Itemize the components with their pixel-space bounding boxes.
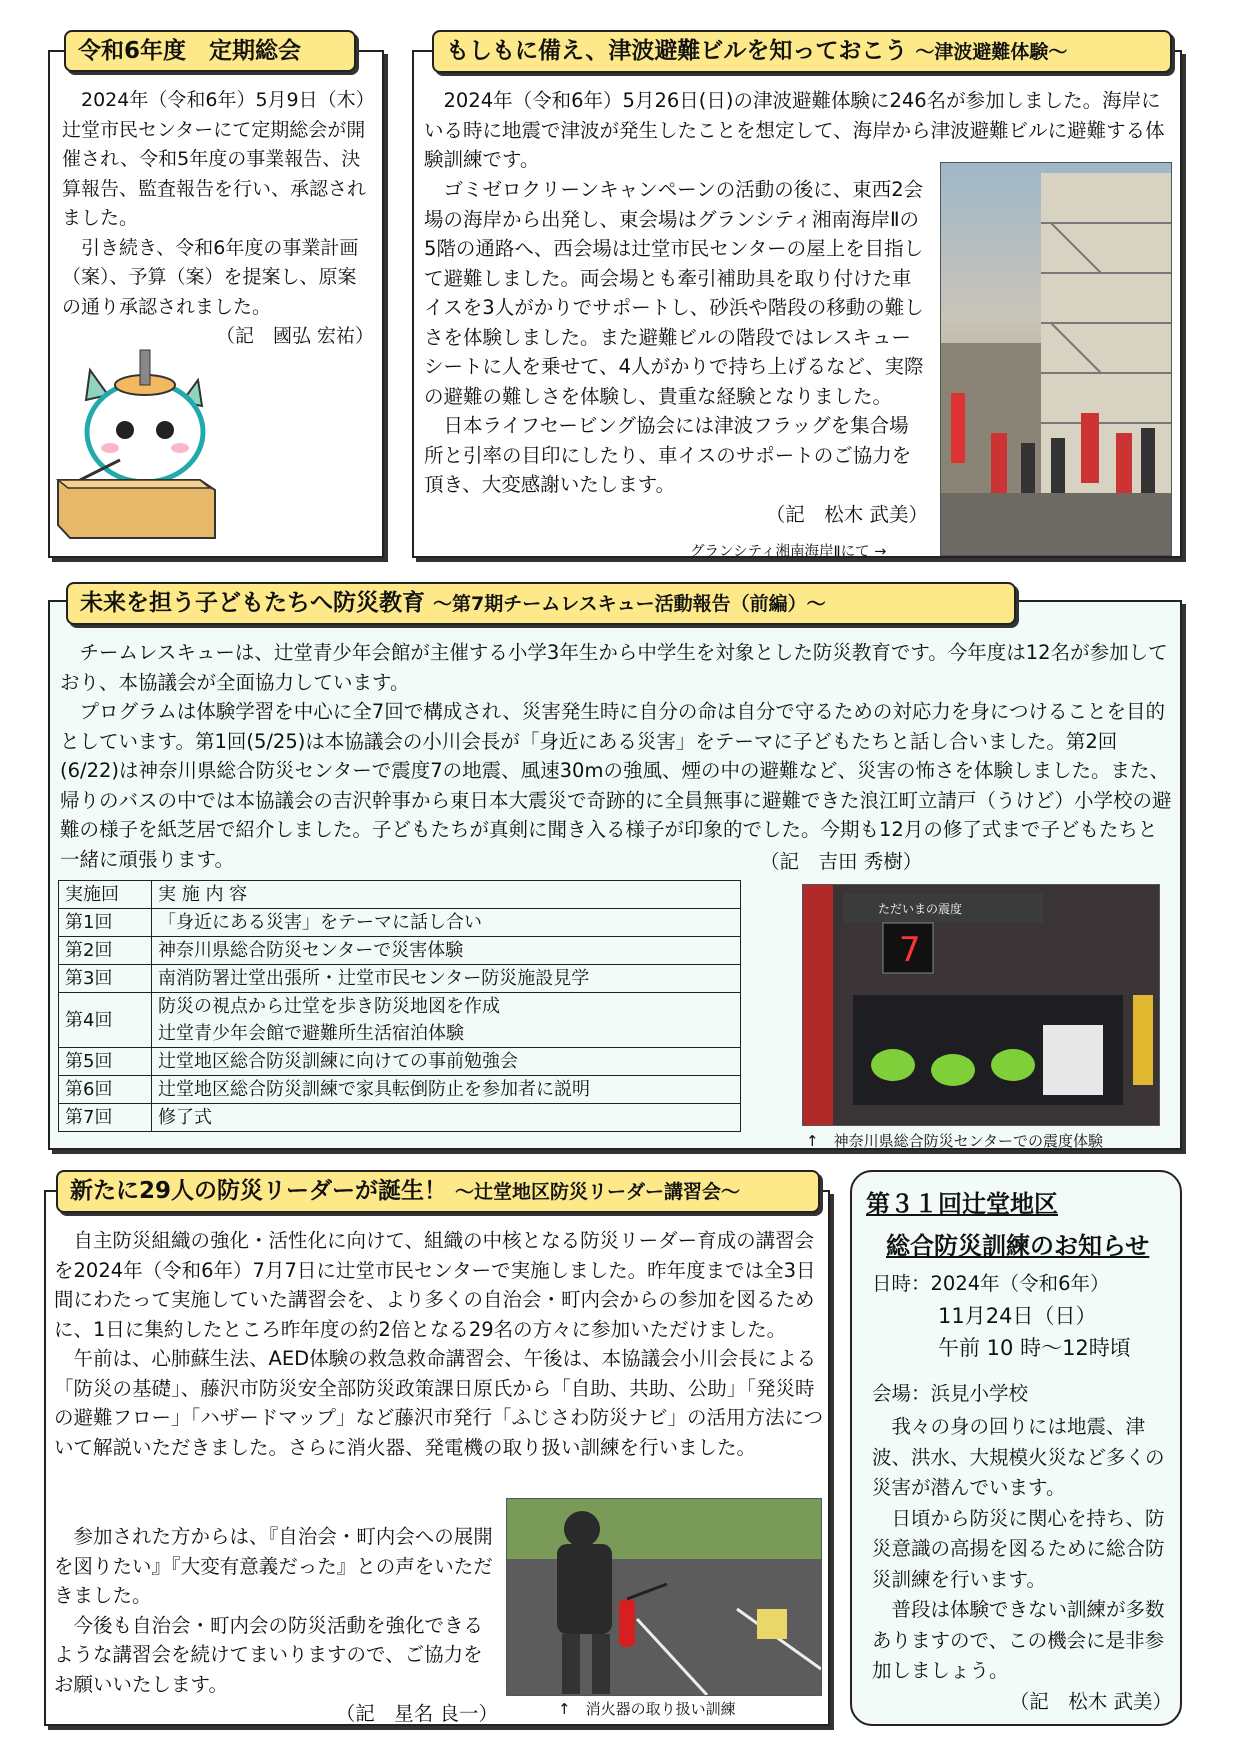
disaster-education-body bbox=[60, 638, 1174, 874]
drill-time: 午前 10 時～12時頃 bbox=[938, 1336, 1131, 1360]
disaster-leader-title bbox=[56, 1170, 820, 1213]
earthquake-simulator-photo bbox=[802, 884, 1160, 1126]
paragraph: 我々の身の回りには地震、津波、洪水、大規模火災など多くの災害が潜んでいます。 bbox=[872, 1415, 1165, 1499]
table-cell: 神奈川県総合防災センターで災害体験 bbox=[152, 937, 741, 965]
table-header-row bbox=[59, 881, 741, 909]
header-cell: 実 施 内 容 bbox=[152, 881, 741, 909]
paragraph: 今後も自治会・町内会の防災活動を強化できるような講習会を続けてまいりますので、ご協力をお願いいたします。 bbox=[54, 1613, 484, 1696]
title-sub: ～津波避難体験～ bbox=[915, 41, 1068, 63]
building-photo-drawing bbox=[941, 163, 1171, 555]
author-sign: （記 松木 武美） bbox=[1009, 1689, 1172, 1713]
table-cell: 第1回 bbox=[59, 909, 152, 937]
table-cell: 南消防署辻堂出張所・辻堂市民センター防災施設見学 bbox=[152, 965, 741, 993]
table-cell: 第4回 bbox=[59, 993, 152, 1048]
disaster-leader-closing bbox=[54, 1522, 498, 1729]
table-cell: 辻堂地区総合防災訓練で家具転倒防止を参加者に説明 bbox=[152, 1076, 741, 1104]
table-row bbox=[59, 965, 741, 993]
table-cell: 第7回 bbox=[59, 1104, 152, 1132]
paragraph: 午前は、心肺蘇生法、AED体験の救急救命講習会、午後は、本協議会小川会長による「防災の基礎」、藤沢市防災安全部防災政策課日原氏から「自助、共助、公助」「発災時の避難フロー」「ハザードマップ」など藤沢市発行「ふじさわ防災ナビ」の活用方法について解説いただきました。さらに消火器、発電機の取り扱い訓練を行いました。 bbox=[54, 1347, 824, 1459]
mascot-at-podium-illustration bbox=[50, 340, 230, 540]
seismic-sign-label: ただいまの震度 bbox=[878, 902, 963, 916]
fire-extinguisher-training-photo bbox=[506, 1498, 822, 1696]
paragraph: 引き続き、令和6年度の事業計画（案）、予算（案）を提案し、原案の通り承認されました。 bbox=[62, 236, 359, 318]
simulator-photo-drawing bbox=[803, 885, 1159, 1125]
general-meeting-title: 令和6年度 定期総会 bbox=[64, 30, 356, 72]
paragraph: 普段は体験できない訓練が多数ありますので、この機会に是非参加しましょう。 bbox=[872, 1598, 1165, 1682]
table-cell bbox=[152, 993, 741, 1048]
table-cell: 第2回 bbox=[59, 937, 152, 965]
drill-venue: 会場：浜見小学校 bbox=[872, 1382, 1029, 1405]
drill-notice-title-line1: 第３１回辻堂地区 bbox=[866, 1190, 1058, 1218]
paragraph: 2024年（令和6年）5月26日(日)の津波避難体験に246名が参加しました。海岸にいる時に地震で津波が発生したことを想定して、海岸から津波避難ビルに避難する体験訓練です。 bbox=[424, 89, 1165, 171]
extinguisher-photo-caption: ↑ 消火器の取り扱い訓練 bbox=[558, 1700, 736, 1718]
disaster-leader-intro bbox=[54, 1226, 824, 1462]
table-cell: 「身近にある災害」をテーマに話し合い bbox=[152, 909, 741, 937]
seismic-intensity-value: 7 bbox=[899, 930, 921, 970]
title-main: 未来を担う子どもたちへ防災教育 bbox=[80, 590, 425, 616]
paragraph: プログラムは体験学習を中心に全7回で構成され、災害発生時に自分の命は自分で守るための対応力を身につけることを目的としています。第1回(5/25)は本協議会の小川会長が「身近にある災害」をテーマに子どもたちと話し合いました。第2回(6/22)は神奈川県総合防災センターで震度7の地震、風速30mの強風、煙の中の避難など、災害の怖さを体験しました。また、帰りのバスの中では本協議会の吉沢幹事から東日本大震災で奇跡的に全員無事に避難できた浪江町立請戸（うけど）小学校の避難の様子を紙芝居で紹介しました。子どもたちが真剣に聞き入る様子が印象的でした。今期も12月の修了式まで子どもたちと一緒に頑張ります。 bbox=[60, 700, 1172, 871]
paragraph: 日本ライフセービング協会には津波フラッグを集合場所と引率の目印にしたり、車イスのサポートのご協力を頂き、大変感謝いたします。 bbox=[424, 414, 912, 496]
table-row bbox=[59, 993, 741, 1048]
cell-line: 防災の視点から辻堂を歩き防災地図を作成 bbox=[158, 996, 500, 1017]
drill-date: 11月24日（日） bbox=[938, 1304, 1097, 1328]
title-sub: ～第7期チームレスキュー活動報告（前編）～ bbox=[433, 593, 826, 615]
disaster-education-title bbox=[66, 582, 1016, 625]
author-sign: （記 星名 良一） bbox=[335, 1702, 498, 1725]
paragraph: チームレスキューは、辻堂青少年会館が主催する小学3年生から中学生を対象とした防災教育です。今年度は12名が参加しており、本協議会が全面協力しています。 bbox=[60, 641, 1168, 694]
extinguisher-photo-drawing bbox=[507, 1499, 821, 1695]
program-schedule-table bbox=[58, 880, 741, 1132]
simulator-photo-caption: ↑ 神奈川県総合防災センターでの震度体験 bbox=[806, 1132, 1103, 1150]
paragraph: 2024年（令和6年）5月9日（木）辻堂市民センターにて定期総会が開催され、令和5年度の事業報告、決算報告、監査報告を行い、承認されました。 bbox=[62, 89, 367, 229]
title-sub: ～辻堂地区防災リーダー講習会～ bbox=[455, 1181, 741, 1203]
tsunami-drill-title bbox=[432, 30, 1172, 73]
table-cell: 修了式 bbox=[152, 1104, 741, 1132]
author-sign: （記 吉田 秀樹） bbox=[760, 850, 923, 873]
drill-notice-title-line2: 総合防災訓練のお知らせ bbox=[886, 1232, 1150, 1260]
table-cell: 第6回 bbox=[59, 1076, 152, 1104]
author-sign: （記 松木 武美） bbox=[765, 502, 928, 526]
header-cell: 実施回 bbox=[59, 881, 152, 909]
table-cell: 第3回 bbox=[59, 965, 152, 993]
paragraph: 参加された方からは、『自治会・町内会への展開を図りたい』『大変有意義だった』との声をいただきました。 bbox=[54, 1525, 493, 1607]
paragraph: 自主防災組織の強化・活性化に向けて、組織の中核となる防災リーダー育成の講習会を2024年（令和6年）7月7日に辻堂市民センターで実施しました。昨年度までは全3日間にわたって実施していた講習会を、より多くの自治会・町内会からの参加を図るために、1日に集約したところ昨年度の約2倍となる29名の方々に参加いただけました。 bbox=[54, 1229, 816, 1341]
table-row bbox=[59, 909, 741, 937]
evacuation-building-photo bbox=[940, 162, 1172, 556]
cell-line: 辻堂青少年会館で避難所生活宿泊体験 bbox=[158, 1023, 464, 1044]
table-cell: 辻堂地区総合防災訓練に向けての事前勉強会 bbox=[152, 1048, 741, 1076]
table-cell: 第5回 bbox=[59, 1048, 152, 1076]
paragraph: ゴミゼロクリーンキャンペーンの活動の後に、東西2会場の海岸から出発し、東会場はグランシティ湘南海岸Ⅱの5階の通路へ、西会場は辻堂市民センターの屋上を目指して避難しました。両会場とも牽引補助具を取り付けた車イスを3人がかりでサポートし、砂浜や階段の移動の難しさを体験しました。また避難ビルの階段ではレスキューシートに人を乗せて、4人がかりで持ち上げるなど、実際の避難の難しさを体験し、貴重な経験となりました。 bbox=[424, 178, 924, 408]
tsunami-drill-body bbox=[424, 175, 928, 529]
author-sign: （記 國弘 宏祐） bbox=[215, 325, 374, 347]
paragraph: 日頃から防災に関心を持ち、防災意識の高揚を図るために総合防災訓練を行います。 bbox=[872, 1506, 1165, 1591]
drill-date-label: 日時：2024年（令和6年） bbox=[872, 1272, 1110, 1295]
table-row bbox=[59, 1104, 741, 1132]
general-meeting-text bbox=[62, 86, 374, 352]
drill-notice-body bbox=[872, 1412, 1172, 1717]
table-row bbox=[59, 1048, 741, 1076]
title-main: 新たに29人の防災リーダーが誕生！ bbox=[70, 1178, 448, 1204]
table-row bbox=[59, 937, 741, 965]
building-photo-caption: グランシティ湘南海岸Ⅱにて → bbox=[690, 544, 887, 560]
title-main: もしもに備え、津波避難ビルを知っておこう bbox=[446, 38, 908, 64]
table-row bbox=[59, 1076, 741, 1104]
